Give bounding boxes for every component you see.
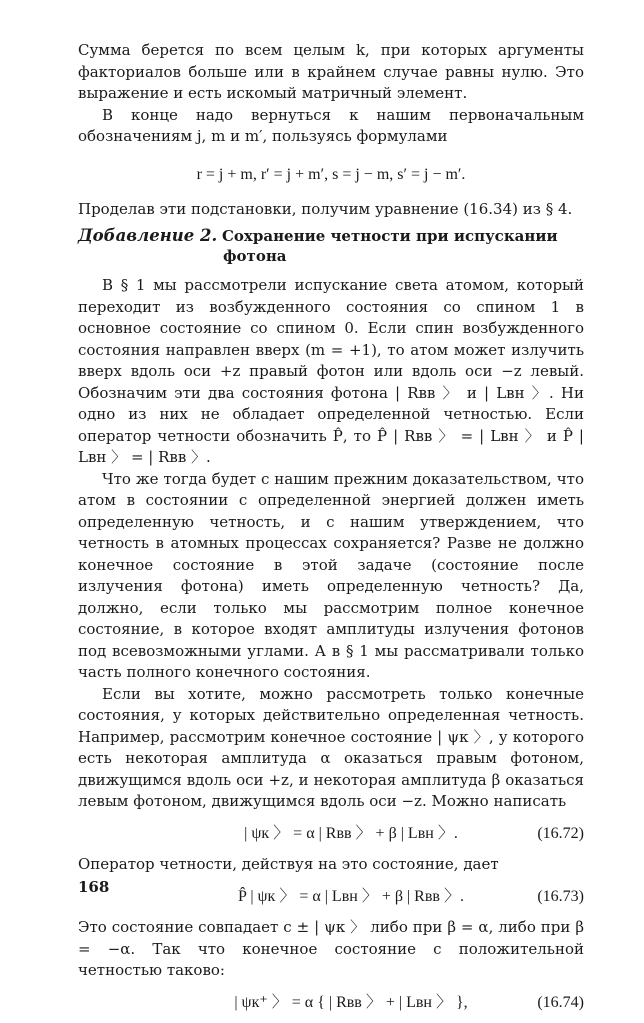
paragraph: Оператор четности, действуя на это состояние, дает bbox=[78, 855, 499, 873]
appendix-label: Добавление 2. bbox=[78, 226, 218, 245]
section-heading bbox=[78, 226, 584, 266]
text-block-top bbox=[78, 40, 584, 221]
paragraph: Проделав эти подстановки, получим уравнение (16.34) из § 4. bbox=[78, 200, 573, 218]
equation-number: (16.74) bbox=[537, 993, 584, 1011]
equation-16-74 bbox=[78, 992, 584, 1014]
paragraph: Это состояние совпадает с ± | ψк 〉 либо при β = α, либо при β = −α. Так что конечное состояние с положительной четностью таково: bbox=[78, 918, 584, 979]
equation-body: | ψк⁺ 〉 = α { | Rвв 〉 + | Lвн 〉 }, bbox=[234, 993, 468, 1011]
appendix-title-continued: фотона bbox=[223, 247, 287, 265]
paragraph: В конце надо вернуться к нашим первоначальным обозначениям j, m и m′, пользуясь формулами bbox=[78, 105, 584, 145]
paragraph: В § 1 мы рассмотрели испускание света атомом, который переходит из возбужденного состояния со спином 1 в основное состояние со спином 0. Если спин возбужденного состояния направлен вверх (m = +1), то атом может излучить вверх вдоль оси +z правый фотон или вдоль оси −z левый. Обозначим эти два состояния фотона | Rвв 〉 и | Lвн 〉. Ни одно из них не обладает определенной четностью. Если оператор четности обозначить P̂, то P̂ | Rвв 〉 = | Lвн 〉 и P̂ | Lвн 〉 = | Rвв 〉. bbox=[78, 276, 584, 466]
paragraph: Что же тогда будет с нашим прежним доказательством, что атом в состоянии с определенной энергией должен иметь определенную четность, и с нашим утверждением, что четность в атомных процессах сохраняется? Разве не должно конечное состояние в этой задаче (состояние после излучения фотона) иметь определенную четность? Да, должно, если только мы рассмотрим полное конечное состояние, в которое входят амплитуды излучения фотонов под всевозможными углами. А в § 1 мы рассматривали только часть полного конечного состояния. bbox=[78, 469, 584, 681]
page-number: 168 bbox=[78, 878, 110, 896]
equation-body: P̂ | ψк 〉 = α | Lвн 〉 + β | Rвв 〉. bbox=[238, 887, 464, 905]
paragraph: Если вы хотите, можно рассмотреть только конечные состояния, у которых действительно определенная четность. Например, рассмотрим конечное состояние | ψк 〉, у которого есть некоторая амплитуда α оказаться правым фотоном, движущимся вдоль оси +z, и некоторая амплитуда β оказаться левым фотоном, движущимся вдоль оси −z. Можно написать bbox=[78, 684, 584, 810]
paragraph: Сумма берется по всем целым k, при которых аргументы факториалов больше или в крайнем случае равны нулю. Это выражение и есть искомый матричный элемент. bbox=[78, 41, 584, 102]
equation-16-73 bbox=[78, 886, 584, 908]
text-block-main bbox=[78, 275, 584, 1023]
equation-number: (16.73) bbox=[537, 887, 584, 905]
equation-16-72 bbox=[78, 823, 584, 845]
equation-body: | ψк 〉 = α | Rвв 〉 + β | Lвн 〉. bbox=[244, 824, 458, 842]
formula-substitutions: r = j + m, r′ = j + m′, s = j − m, s′ = j − m′. bbox=[196, 165, 466, 183]
equation-number: (16.72) bbox=[537, 824, 584, 842]
appendix-title: Сохранение четности при испускании bbox=[221, 227, 558, 245]
